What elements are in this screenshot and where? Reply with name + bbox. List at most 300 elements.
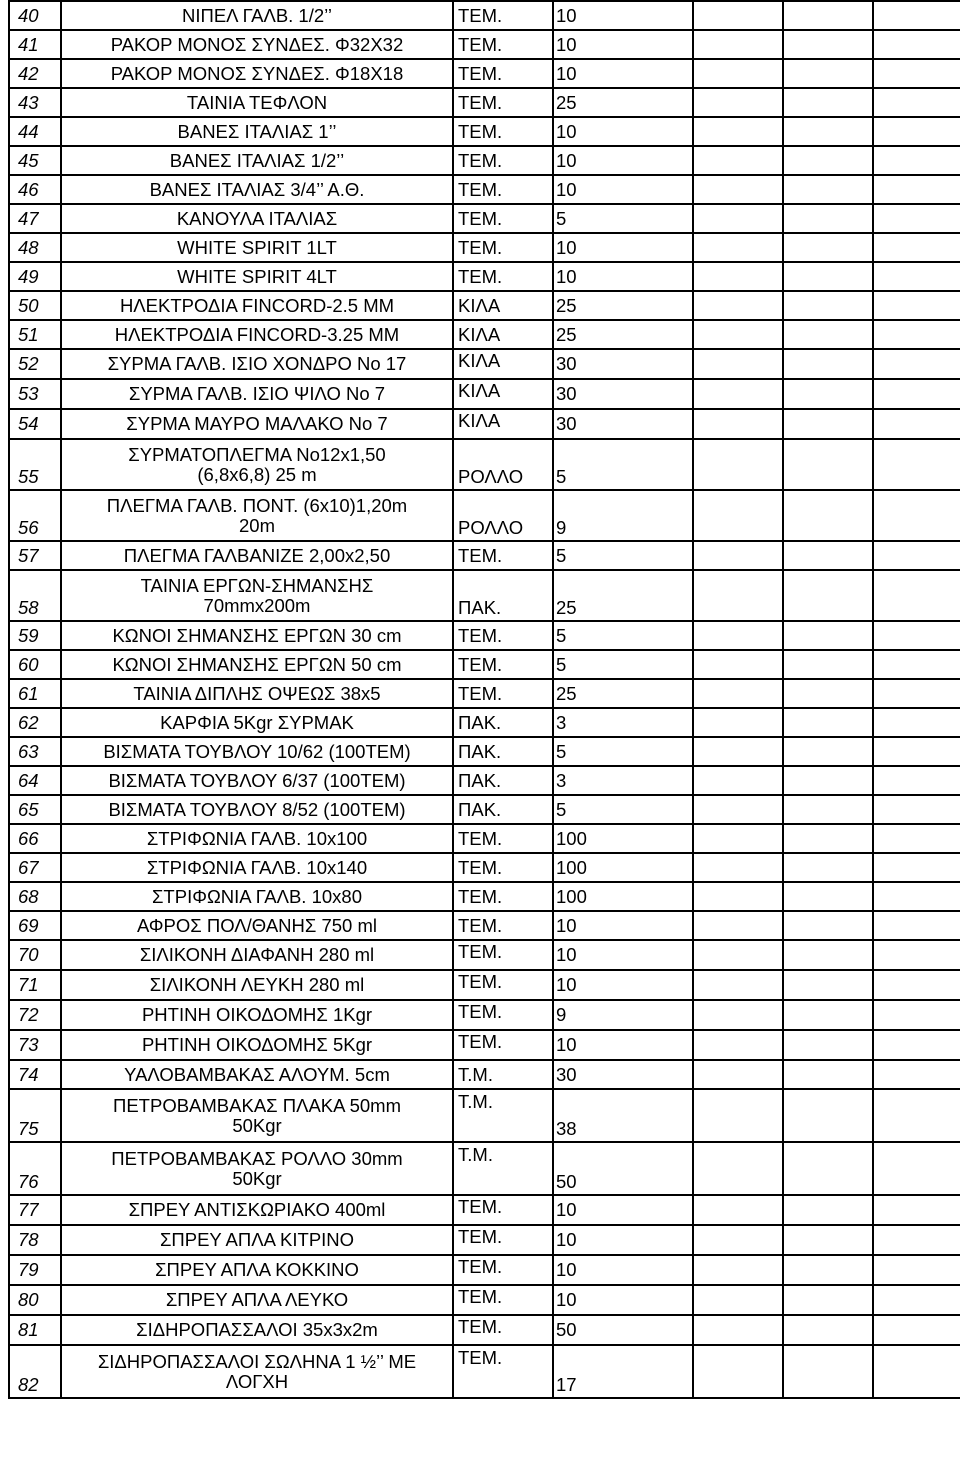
item-description xyxy=(61,853,453,882)
item-description-line: ΛΟΓΧΗ xyxy=(225,1370,289,1392)
item-description-line: ΣΤΡΙΦΩΝΙΑ ΓΑΛΒ. 10x140 xyxy=(146,856,368,878)
item-description-line: ΣΥΡΜΑ ΜΑΥΡΟ ΜΑΛΑΚΟ Νο 7 xyxy=(126,413,388,434)
empty-cell-3 xyxy=(873,349,960,379)
item-quantity: 10 xyxy=(553,117,693,146)
table-row xyxy=(9,409,960,439)
item-description xyxy=(61,621,453,650)
item-number: 42 xyxy=(9,59,61,88)
item-description xyxy=(61,233,453,262)
empty-cell-1 xyxy=(693,1,783,30)
empty-cell-2 xyxy=(783,541,873,570)
empty-cell-1 xyxy=(693,320,783,349)
empty-cell-1 xyxy=(693,1195,783,1225)
item-unit: ΤΕΜ. xyxy=(453,911,553,940)
table-row xyxy=(9,1225,960,1255)
empty-cell-1 xyxy=(693,379,783,409)
item-description-line: ΤΑΙΝΙΑ ΤΕΦΛΟΝ xyxy=(186,91,328,113)
item-description-line: ΒΑΝΕΣ ΙΤΑΛΙΑΣ 3/4’’ Α.Θ. xyxy=(149,178,365,200)
item-description-line: ΣΠΡΕΥ ΑΝΤΙΣΚΩΡΙΑΚΟ 400ml xyxy=(128,1199,386,1220)
item-description-line: (6,8x6,8) 25 m xyxy=(197,463,317,485)
item-quantity: 100 xyxy=(553,824,693,853)
item-quantity: 10 xyxy=(553,1030,693,1060)
item-quantity: 10 xyxy=(553,59,693,88)
item-description xyxy=(61,30,453,59)
item-quantity: 50 xyxy=(553,1142,693,1195)
empty-cell-1 xyxy=(693,1089,783,1142)
item-quantity: 10 xyxy=(553,1285,693,1315)
table-row xyxy=(9,882,960,911)
item-quantity: 30 xyxy=(553,409,693,439)
empty-cell-3 xyxy=(873,1345,960,1398)
item-description xyxy=(61,1030,453,1060)
item-unit: Τ.Μ. xyxy=(453,1142,553,1195)
empty-cell-2 xyxy=(783,59,873,88)
empty-cell-3 xyxy=(873,824,960,853)
item-description xyxy=(61,737,453,766)
empty-cell-3 xyxy=(873,1089,960,1142)
empty-cell-1 xyxy=(693,490,783,541)
empty-cell-1 xyxy=(693,882,783,911)
item-quantity: 25 xyxy=(553,570,693,621)
item-unit: ΡΟΛΛΟ xyxy=(453,439,553,490)
empty-cell-2 xyxy=(783,940,873,970)
item-number: 67 xyxy=(9,853,61,882)
empty-cell-2 xyxy=(783,708,873,737)
item-number: 80 xyxy=(9,1285,61,1315)
item-number: 56 xyxy=(9,490,61,541)
item-description xyxy=(61,1285,453,1315)
table-row xyxy=(9,650,960,679)
empty-cell-1 xyxy=(693,1060,783,1089)
empty-cell-2 xyxy=(783,970,873,1000)
item-unit: ΤΕΜ. xyxy=(453,1000,553,1030)
item-quantity: 5 xyxy=(553,541,693,570)
empty-cell-1 xyxy=(693,824,783,853)
empty-cell-3 xyxy=(873,59,960,88)
empty-cell-3 xyxy=(873,1,960,30)
table-row xyxy=(9,1142,960,1195)
table-row xyxy=(9,940,960,970)
empty-cell-3 xyxy=(873,379,960,409)
empty-cell-1 xyxy=(693,146,783,175)
empty-cell-1 xyxy=(693,795,783,824)
item-quantity: 5 xyxy=(553,439,693,490)
item-description-line: ΤΑΙΝΙΑ ΔΙΠΛΗΣ ΟΨΕΩΣ 38x5 xyxy=(133,682,381,704)
item-unit: ΤΕΜ. xyxy=(453,679,553,708)
item-description-line: 20m xyxy=(239,514,275,536)
item-description xyxy=(61,1195,453,1225)
empty-cell-1 xyxy=(693,233,783,262)
item-description-line: ΠΛΕΓΜΑ ΓΑΛΒ. ΠΟΝΤ. (6x10)1,20m xyxy=(106,494,408,516)
empty-cell-2 xyxy=(783,175,873,204)
item-unit: ΤΕΜ. xyxy=(453,59,553,88)
empty-cell-1 xyxy=(693,570,783,621)
empty-cell-3 xyxy=(873,88,960,117)
table-row xyxy=(9,824,960,853)
item-unit: ΤΕΜ. xyxy=(453,650,553,679)
item-description-line: ΣΥΡΜΑ ΓΑΛΒ. ΙΣΙΟ ΧΟΝΔΡΟ Νο 17 xyxy=(107,353,407,374)
empty-cell-2 xyxy=(783,1345,873,1398)
item-unit: ΤΕΜ. xyxy=(453,1255,553,1285)
item-unit: ΤΕΜ. xyxy=(453,233,553,262)
empty-cell-3 xyxy=(873,570,960,621)
empty-cell-3 xyxy=(873,970,960,1000)
empty-cell-3 xyxy=(873,621,960,650)
empty-cell-3 xyxy=(873,1255,960,1285)
table-row xyxy=(9,262,960,291)
table-row xyxy=(9,970,960,1000)
empty-cell-1 xyxy=(693,679,783,708)
item-number: 48 xyxy=(9,233,61,262)
item-quantity: 10 xyxy=(553,1255,693,1285)
item-number: 47 xyxy=(9,204,61,233)
item-quantity: 25 xyxy=(553,320,693,349)
table-row xyxy=(9,146,960,175)
item-description xyxy=(61,766,453,795)
item-quantity: 10 xyxy=(553,233,693,262)
item-unit: ΠΑΚ. xyxy=(453,766,553,795)
item-number: 74 xyxy=(9,1060,61,1089)
table-row xyxy=(9,679,960,708)
table-row xyxy=(9,349,960,379)
empty-cell-2 xyxy=(783,1285,873,1315)
empty-cell-3 xyxy=(873,1060,960,1089)
item-description xyxy=(61,117,453,146)
item-description xyxy=(61,439,453,490)
item-description xyxy=(61,911,453,940)
empty-cell-3 xyxy=(873,204,960,233)
item-description-line: ΣΤΡΙΦΩΝΙΑ ΓΑΛΒ. 10x100 xyxy=(146,827,368,849)
item-number: 64 xyxy=(9,766,61,795)
item-quantity: 5 xyxy=(553,621,693,650)
item-quantity: 100 xyxy=(553,882,693,911)
empty-cell-2 xyxy=(783,650,873,679)
empty-cell-2 xyxy=(783,320,873,349)
item-number: 63 xyxy=(9,737,61,766)
table-row xyxy=(9,853,960,882)
table-row xyxy=(9,30,960,59)
empty-cell-3 xyxy=(873,262,960,291)
item-description-line: ΑΦΡΟΣ ΠΟΛ/ΘΑΝΗΣ 750 ml xyxy=(136,914,377,936)
item-quantity: 30 xyxy=(553,349,693,379)
item-description xyxy=(61,379,453,409)
item-unit: Τ.Μ. xyxy=(453,1060,553,1089)
table-row xyxy=(9,204,960,233)
item-description-line: ΣΠΡΕΥ ΑΠΛΑ ΚΙΤΡΙΝΟ xyxy=(159,1229,355,1250)
item-number: 45 xyxy=(9,146,61,175)
item-description-line: ΗΛΕΚΤΡΟΔΙΑ FINCORD-3.25 MM xyxy=(114,323,400,345)
item-description xyxy=(61,970,453,1000)
table-row xyxy=(9,1060,960,1089)
item-unit: ΚΙΛΑ xyxy=(453,409,553,439)
empty-cell-3 xyxy=(873,940,960,970)
table-row xyxy=(9,1089,960,1142)
empty-cell-2 xyxy=(783,291,873,320)
item-number: 72 xyxy=(9,1000,61,1030)
empty-cell-2 xyxy=(783,233,873,262)
item-description xyxy=(61,88,453,117)
item-unit: Τ.Μ. xyxy=(453,1089,553,1142)
item-description-line: ΣΤΡΙΦΩΝΙΑ ΓΑΛΒ. 10x80 xyxy=(152,885,362,907)
empty-cell-3 xyxy=(873,1315,960,1345)
empty-cell-3 xyxy=(873,541,960,570)
item-description xyxy=(61,708,453,737)
item-number: 55 xyxy=(9,439,61,490)
empty-cell-3 xyxy=(873,708,960,737)
item-description-line: ΚΑΡΦΙΑ 5Kgr ΣΥΡΜΑΚ xyxy=(160,711,354,733)
item-unit: ΤΕΜ. xyxy=(453,970,553,1000)
empty-cell-1 xyxy=(693,1142,783,1195)
empty-cell-3 xyxy=(873,1195,960,1225)
empty-cell-3 xyxy=(873,291,960,320)
item-unit: ΤΕΜ. xyxy=(453,1195,553,1225)
item-quantity: 10 xyxy=(553,970,693,1000)
table-row xyxy=(9,490,960,541)
item-description xyxy=(61,204,453,233)
item-unit: ΤΕΜ. xyxy=(453,30,553,59)
item-description xyxy=(61,1345,453,1398)
item-quantity: 25 xyxy=(553,291,693,320)
empty-cell-1 xyxy=(693,650,783,679)
empty-cell-2 xyxy=(783,882,873,911)
item-number: 70 xyxy=(9,940,61,970)
item-unit: ΠΑΚ. xyxy=(453,795,553,824)
table-row xyxy=(9,1000,960,1030)
table-row xyxy=(9,175,960,204)
item-quantity: 30 xyxy=(553,379,693,409)
item-description xyxy=(61,650,453,679)
table-row xyxy=(9,1315,960,1345)
item-number: 61 xyxy=(9,679,61,708)
item-unit: ΤΕΜ. xyxy=(453,1345,553,1398)
empty-cell-3 xyxy=(873,117,960,146)
item-description-line: 50Kgr xyxy=(232,1167,282,1189)
item-quantity: 10 xyxy=(553,1195,693,1225)
empty-cell-1 xyxy=(693,708,783,737)
empty-cell-3 xyxy=(873,766,960,795)
item-number: 58 xyxy=(9,570,61,621)
item-description-line: ΗΛΕΚΤΡΟΔΙΑ FINCORD-2.5 MM xyxy=(119,294,395,316)
table-row xyxy=(9,1195,960,1225)
item-number: 57 xyxy=(9,541,61,570)
item-unit: ΠΑΚ. xyxy=(453,737,553,766)
empty-cell-1 xyxy=(693,737,783,766)
item-description xyxy=(61,291,453,320)
empty-cell-3 xyxy=(873,1000,960,1030)
empty-cell-3 xyxy=(873,1225,960,1255)
item-number: 52 xyxy=(9,349,61,379)
empty-cell-3 xyxy=(873,146,960,175)
item-quantity: 3 xyxy=(553,708,693,737)
item-number: 41 xyxy=(9,30,61,59)
item-number: 40 xyxy=(9,1,61,30)
empty-cell-1 xyxy=(693,30,783,59)
item-number: 50 xyxy=(9,291,61,320)
item-description-line: ΠΕΤΡΟΒΑΜΒΑΚΑΣ ΠΛΑΚΑ 50mm xyxy=(112,1094,401,1116)
item-quantity: 5 xyxy=(553,737,693,766)
item-number: 54 xyxy=(9,409,61,439)
item-number: 49 xyxy=(9,262,61,291)
item-number: 43 xyxy=(9,88,61,117)
empty-cell-2 xyxy=(783,766,873,795)
item-unit: ΤΕΜ. xyxy=(453,117,553,146)
item-unit: ΠΑΚ. xyxy=(453,708,553,737)
item-description-line: ΒΙΣΜΑΤΑ ΤΟΥΒΛΟΥ 10/62 (100ΤΕΜ) xyxy=(103,740,411,762)
item-description-line: WHITE SPIRIT 1LT xyxy=(177,236,337,258)
empty-cell-3 xyxy=(873,1285,960,1315)
empty-cell-2 xyxy=(783,349,873,379)
empty-cell-3 xyxy=(873,679,960,708)
item-quantity: 10 xyxy=(553,262,693,291)
empty-cell-3 xyxy=(873,233,960,262)
item-description-line: ΣΥΡΜΑ ΓΑΛΒ. ΙΣΙΟ ΨΙΛΟ Νο 7 xyxy=(128,383,386,404)
empty-cell-2 xyxy=(783,1000,873,1030)
item-unit: ΡΟΛΛΟ xyxy=(453,490,553,541)
empty-cell-2 xyxy=(783,911,873,940)
empty-cell-1 xyxy=(693,175,783,204)
empty-cell-1 xyxy=(693,439,783,490)
item-description-line: ΚΩΝΟΙ ΣΗΜΑΝΣΗΣ ΕΡΓΩΝ 50 cm xyxy=(112,653,402,675)
empty-cell-2 xyxy=(783,146,873,175)
item-description-line: ΒΙΣΜΑΤΑ ΤΟΥΒΛΟΥ 6/37 (100ΤΕΜ) xyxy=(108,769,406,791)
empty-cell-3 xyxy=(873,650,960,679)
item-description-line: ΣΥΡΜΑΤΟΠΛΕΓΜΑ Νο12x1,50 xyxy=(128,443,386,465)
empty-cell-1 xyxy=(693,1345,783,1398)
item-unit: ΤΕΜ. xyxy=(453,146,553,175)
empty-cell-2 xyxy=(783,1060,873,1089)
table-row xyxy=(9,291,960,320)
empty-cell-1 xyxy=(693,1315,783,1345)
table-row xyxy=(9,1345,960,1398)
item-description-line: 70mmx200m xyxy=(203,594,311,616)
item-description xyxy=(61,795,453,824)
table-row xyxy=(9,570,960,621)
item-quantity: 30 xyxy=(553,1060,693,1089)
empty-cell-1 xyxy=(693,970,783,1000)
empty-cell-3 xyxy=(873,737,960,766)
item-number: 75 xyxy=(9,1089,61,1142)
item-number: 81 xyxy=(9,1315,61,1345)
item-unit: ΤΕΜ. xyxy=(453,882,553,911)
empty-cell-3 xyxy=(873,853,960,882)
items-table xyxy=(8,0,960,1399)
empty-cell-2 xyxy=(783,117,873,146)
table-row xyxy=(9,88,960,117)
table-row xyxy=(9,320,960,349)
item-quantity: 100 xyxy=(553,853,693,882)
item-description xyxy=(61,490,453,541)
item-unit: ΤΕΜ. xyxy=(453,88,553,117)
empty-cell-2 xyxy=(783,853,873,882)
table-row xyxy=(9,1285,960,1315)
empty-cell-1 xyxy=(693,853,783,882)
empty-cell-3 xyxy=(873,490,960,541)
item-number: 60 xyxy=(9,650,61,679)
item-quantity: 9 xyxy=(553,490,693,541)
table-row xyxy=(9,621,960,650)
empty-cell-2 xyxy=(783,1,873,30)
empty-cell-3 xyxy=(873,439,960,490)
item-description-line: ΚΩΝΟΙ ΣΗΜΑΝΣΗΣ ΕΡΓΩΝ 30 cm xyxy=(112,624,402,646)
item-description-line: ΡΑΚΟΡ ΜΟΝΟΣ ΣΥΝΔΕΣ. Φ18Χ18 xyxy=(110,62,404,84)
empty-cell-2 xyxy=(783,621,873,650)
empty-cell-2 xyxy=(783,30,873,59)
empty-cell-1 xyxy=(693,349,783,379)
empty-cell-2 xyxy=(783,439,873,490)
item-description-line: ΣΙΛΙΚΟΝΗ ΛΕΥΚΗ 280 ml xyxy=(149,974,365,995)
empty-cell-2 xyxy=(783,1225,873,1255)
item-description xyxy=(61,1000,453,1030)
item-description-line: ΒΑΝΕΣ ΙΤΑΛΙΑΣ 1’’ xyxy=(177,120,337,142)
empty-cell-2 xyxy=(783,262,873,291)
empty-cell-1 xyxy=(693,1255,783,1285)
item-description-line: ΥΑΛΟΒΑΜΒΑΚΑΣ ΑΛΟΥΜ. 5cm xyxy=(124,1063,390,1085)
item-description xyxy=(61,1225,453,1255)
empty-cell-3 xyxy=(873,1142,960,1195)
item-description xyxy=(61,1089,453,1142)
table-row xyxy=(9,117,960,146)
table-row xyxy=(9,795,960,824)
item-unit: ΤΕΜ. xyxy=(453,1315,553,1345)
item-unit: ΤΕΜ. xyxy=(453,262,553,291)
empty-cell-3 xyxy=(873,320,960,349)
item-quantity: 10 xyxy=(553,911,693,940)
empty-cell-1 xyxy=(693,117,783,146)
item-quantity: 10 xyxy=(553,1,693,30)
item-description-line: ΣΠΡΕΥ ΑΠΛΑ ΛΕΥΚΟ xyxy=(165,1289,349,1310)
empty-cell-2 xyxy=(783,1195,873,1225)
item-description-line: 50Kgr xyxy=(232,1114,282,1136)
item-quantity: 17 xyxy=(553,1345,693,1398)
empty-cell-2 xyxy=(783,409,873,439)
empty-cell-1 xyxy=(693,262,783,291)
item-unit: ΤΕΜ. xyxy=(453,621,553,650)
item-quantity: 10 xyxy=(553,146,693,175)
empty-cell-1 xyxy=(693,291,783,320)
item-quantity: 10 xyxy=(553,940,693,970)
empty-cell-1 xyxy=(693,541,783,570)
item-unit: ΤΕΜ. xyxy=(453,175,553,204)
empty-cell-2 xyxy=(783,1089,873,1142)
item-description xyxy=(61,146,453,175)
item-description-line: ΡΗΤΙΝΗ ΟΙΚΟΔΟΜΗΣ 1Kgr xyxy=(141,1004,373,1025)
table-row xyxy=(9,766,960,795)
table-row xyxy=(9,379,960,409)
item-unit: ΤΕΜ. xyxy=(453,940,553,970)
item-number: 51 xyxy=(9,320,61,349)
table-row xyxy=(9,1030,960,1060)
empty-cell-2 xyxy=(783,88,873,117)
empty-cell-2 xyxy=(783,824,873,853)
item-number: 68 xyxy=(9,882,61,911)
empty-cell-2 xyxy=(783,1315,873,1345)
item-number: 78 xyxy=(9,1225,61,1255)
empty-cell-2 xyxy=(783,737,873,766)
empty-cell-1 xyxy=(693,204,783,233)
item-description-line: ΠΛΕΓΜΑ ΓΑΛΒΑΝΙΖΕ 2,00x2,50 xyxy=(123,544,391,566)
item-description xyxy=(61,882,453,911)
item-description-line: ΠΕΤΡΟΒΑΜΒΑΚΑΣ ΡΟΛΛΟ 30mm xyxy=(111,1147,403,1169)
item-unit: ΤΕΜ. xyxy=(453,204,553,233)
item-unit: ΤΕΜ. xyxy=(453,1285,553,1315)
item-quantity: 5 xyxy=(553,650,693,679)
item-description xyxy=(61,1255,453,1285)
empty-cell-3 xyxy=(873,175,960,204)
item-unit: ΤΕΜ. xyxy=(453,541,553,570)
empty-cell-1 xyxy=(693,88,783,117)
item-description-line: ΚΑΝΟΥΛΑ ΙΤΑΛΙΑΣ xyxy=(176,207,338,229)
item-quantity: 10 xyxy=(553,1225,693,1255)
